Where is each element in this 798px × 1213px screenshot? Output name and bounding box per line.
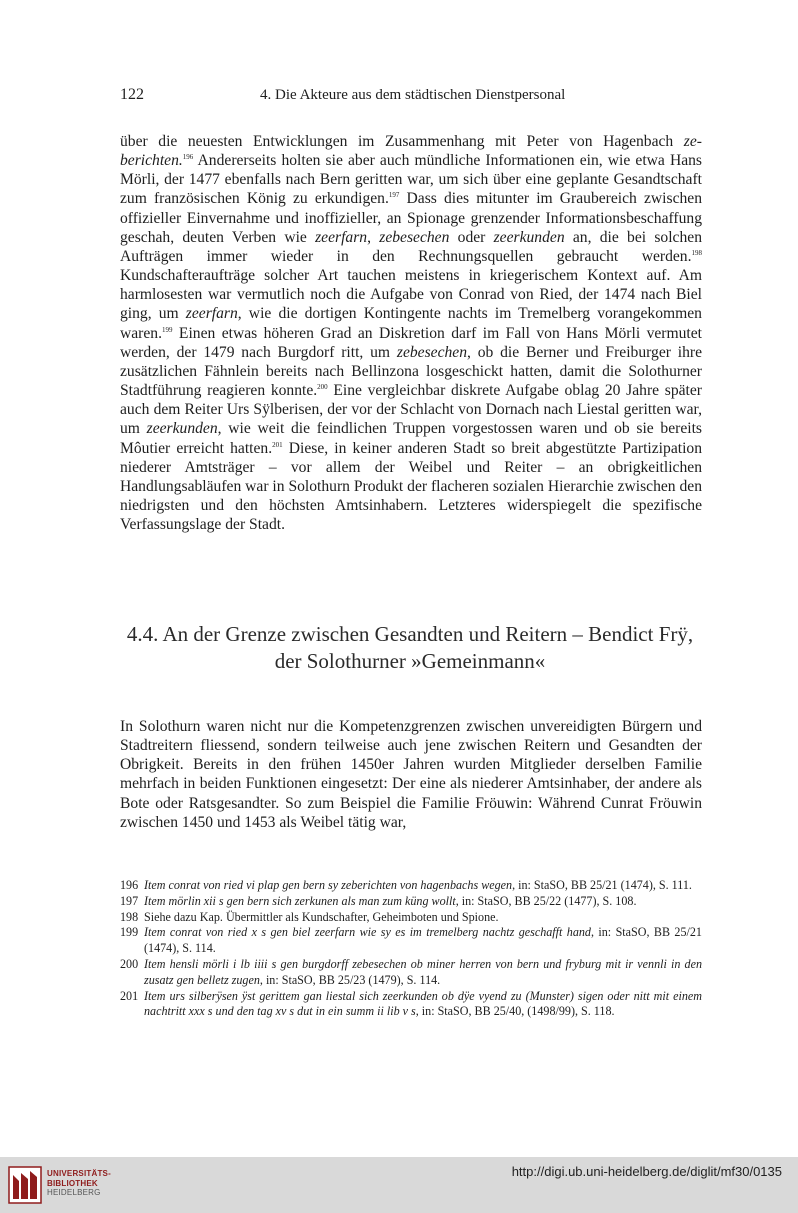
text-run: Dass dies mitunter im Graubereich zwischen offizieller Einvernahme und inoffizieller, an Spionage grenzender Informationsbeschaffung geschah, deuten Verben wie bbox=[120, 190, 703, 246]
library-name[interactable] bbox=[47, 1169, 111, 1198]
footnotes-list bbox=[120, 878, 702, 1020]
body-paragraph: In Solothurn waren nicht nur die Kompetenzgrenzen zwischen unvereidigten Bürgern und Stadtreitern fliessend, sondern teilweise auch jene zwischen Reitern und Gesandten der Obrigkeit. Bereits in den frühen 1450er Jahren wurden Mitglieder derselben Familie mehrfach in beiden Funktionen eingesetzt: Der eine als niederer Amtsinhaber, der andere als Bote oder Ratsgesandter. So zum Beispiel die Familie Fröuwin: Während Cunrat Fröuwin zwischen 1450 und 1453 als Weibel tätig war, bbox=[120, 718, 702, 831]
library-name-line: HEIDELBERG bbox=[47, 1188, 101, 1197]
text-run: , wie weit die feindlichen Truppen vorgestossen waren und ob sie bereits Môutier erreicht hatten. bbox=[120, 420, 702, 457]
footnote-quote: Item conrat von ried x s gen biel zeerfarn wie sy es im tremelberg nachtz geschafft hand bbox=[144, 925, 591, 940]
emphasis-term: zeerkunden bbox=[493, 228, 565, 246]
footnote bbox=[120, 925, 702, 957]
text-run: Eine vergleichbar diskrete Aufgabe oblag 20 Jahre später auch dem Reiter Urs Sÿlberisen, der vor der Schlacht von Dornach nach Liestal geritten war, um bbox=[120, 382, 702, 438]
page-number: 122 bbox=[120, 86, 144, 103]
footnote-quote: Item hensli mörli i lb iiii s gen burgdorff zebesechen ob miner herren von bern und fryburg mit ir vennli in den zusatz gen belletz zugen bbox=[144, 956, 702, 987]
emphasis-term: zeerfarn bbox=[315, 228, 368, 246]
emphasis-term: zeberichten. bbox=[120, 133, 702, 170]
footnote-ref: 197 bbox=[388, 191, 400, 200]
text-run: an, die bei solchen Aufträgen immer wieder in den Rechnungsquellen gebraucht werden. bbox=[120, 228, 702, 265]
footnote bbox=[120, 910, 702, 926]
text-run: , bbox=[367, 228, 380, 246]
section-heading bbox=[110, 621, 710, 675]
footnote-number: 197 bbox=[120, 893, 139, 908]
footnote-quote: Item conrat von ried vi plap gen bern sy zeberichten von hagenbachs wegen bbox=[144, 878, 513, 892]
heading-line: der Solothurner »Gemeinmann« bbox=[274, 649, 546, 673]
heading-line: 4.4. An der Grenze zwischen Gesandten und Reitern – Bendict Frÿ, bbox=[126, 622, 694, 646]
emphasis-term: zeerfarn bbox=[185, 305, 238, 323]
running-title: 4. Die Akteure aus dem städtischen Dienstpersonal bbox=[260, 87, 566, 103]
footnote-quote: Item mörlin xii s gen bern sich zerkunen als man zum küng wollt bbox=[144, 893, 456, 908]
text-run: über die neuesten Entwicklungen im Zusammenhang mit Peter von Hagenbach bbox=[120, 133, 684, 150]
footnote-ref-text: , in: StaSO, BB 25/23 (1479), S. 114. bbox=[259, 972, 441, 987]
footer-bar bbox=[0, 1157, 798, 1213]
footnote bbox=[120, 878, 702, 894]
university-library-logo-icon[interactable] bbox=[8, 1165, 42, 1205]
text-run: , ob die Berner und Freiburger ihre zusätzlichen Fähnlein bereits nach Bellinzona losgeschickt hatten, damit die Solothurner Stadtführung reagieren konnte. bbox=[120, 343, 702, 400]
running-head bbox=[120, 86, 700, 110]
footnote bbox=[120, 957, 702, 989]
footnote-ref: 198 bbox=[691, 248, 702, 257]
emphasis-term: zebesechen bbox=[379, 228, 450, 246]
footnote-number: 196 bbox=[120, 878, 139, 892]
footnote-number: 199 bbox=[120, 925, 139, 940]
library-name-line: BIBLIOTHEK bbox=[47, 1178, 98, 1188]
footnote-ref: 196 bbox=[182, 152, 194, 161]
footnote-number: 200 bbox=[120, 956, 139, 971]
source-url-link[interactable]: http://digi.ub.uni-heidelberg.de/diglit/mf30/0135 bbox=[511, 1164, 782, 1179]
footnote-number: 201 bbox=[120, 988, 139, 1003]
body-paragraph bbox=[120, 132, 702, 534]
footnote-ref: 201 bbox=[272, 440, 283, 449]
emphasis-term: zeerkunden bbox=[146, 420, 218, 438]
library-name-line: UNIVERSITÄTS- bbox=[47, 1169, 111, 1178]
footnote-ref-text: Siehe dazu Kap. Übermittler als Kundschafter, Geheimboten und Spione. bbox=[144, 909, 499, 924]
text-run: Diese, in keiner anderen Stadt so breit abgestützte Partizipation niederer Amtsträger – vor allem der Weibel und Reiter – an obrigkeitlichen Handlungsabläufen war in Solothurn Produkt der flacheren sozialen Hierarchie zwischen den niedrigsten und den höchsten Amtsinhabern. Letzteres widerspiegelt die spezifische Verfassungslage der Stadt. bbox=[120, 439, 702, 534]
footnote-quote: Item urs silberÿsen ÿst gerittem gan liestal sich zeerkunden ob dÿe vyend zu (Munster) sigen oder nitt mit einem nachtritt xxx s und den tag xv s dut in ein summ ii lib v s bbox=[144, 988, 702, 1019]
text-run: Einen etwas höheren Grad an Diskretion darf im Fall von Hans Mörli vermutet werden, der 1479 nach Burgdorf ritt, um bbox=[120, 324, 702, 361]
text-run: Andererseits holten sie aber auch mündliche Informationen ein, wie etwa Hans Mörli, der 1477 ebenfalls nach Bern geritten war, um sich über eine geplante Gesandtschaft zum französischen König zu erkundigen. bbox=[120, 152, 702, 208]
footnote-ref: 200 bbox=[317, 382, 328, 391]
footnote-number: 198 bbox=[120, 909, 139, 924]
footnote bbox=[120, 989, 702, 1021]
footnote-ref-text: , in: StaSO, BB 25/40, (1498/99), S. 118. bbox=[415, 1004, 615, 1019]
footnote-ref: 199 bbox=[162, 325, 173, 334]
footnote-ref-text: , in: StaSO, BB 25/22 (1477), S. 108. bbox=[455, 893, 637, 908]
footnote bbox=[120, 894, 702, 910]
emphasis-term: zebesechen bbox=[396, 343, 468, 361]
text-run: Kundschafteraufträge solcher Art tauchen meistens in kriegerischem Kontext auf. Am harmlosesten war vermutlich noch die Aufgabe von Conrad von Ried, der 1474 nach Biel ging, um bbox=[120, 267, 702, 323]
text-run: oder bbox=[449, 228, 494, 246]
text-run: , wie die dortigen Kontingente nachts im Tremelberg vorangekommen waren. bbox=[120, 305, 702, 342]
footnote-ref-text: , in: StaSO, BB 25/21 (1474), S. 111. bbox=[512, 878, 692, 892]
footnote-ref-text: , in: StaSO, BB 25/21 (1474), S. 114. bbox=[144, 925, 702, 956]
